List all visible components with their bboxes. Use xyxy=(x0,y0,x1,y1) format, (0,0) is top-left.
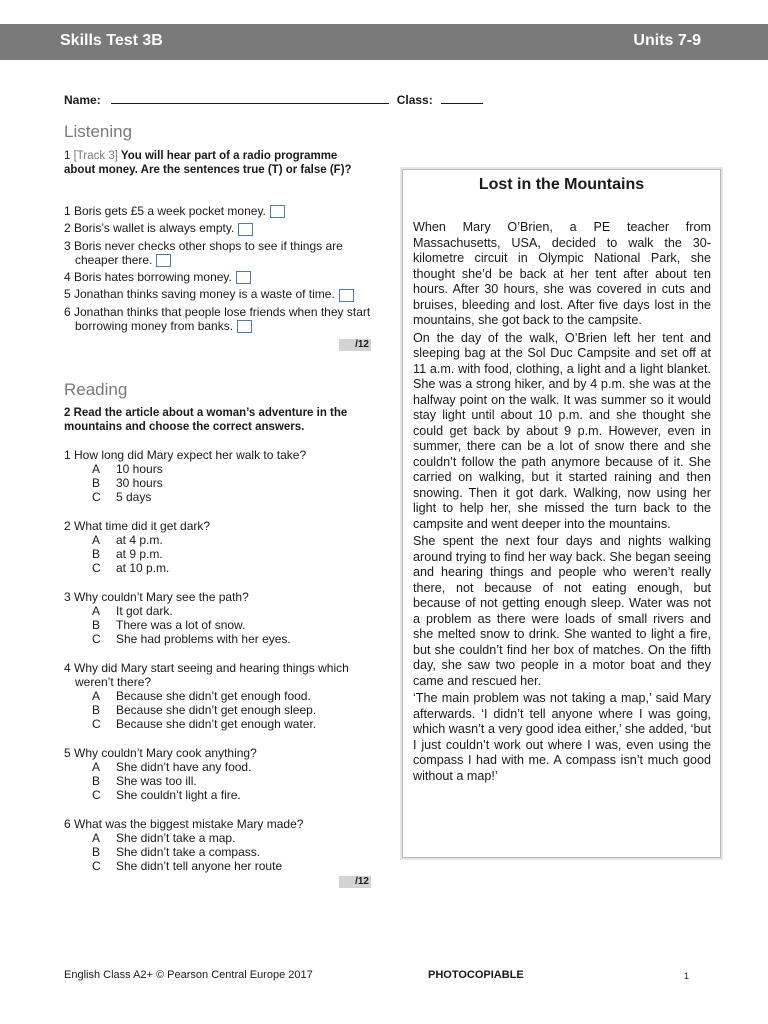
answer-box[interactable] xyxy=(237,320,252,333)
answer-option[interactable]: A She didn’t take a map. xyxy=(92,831,236,845)
answer-box[interactable] xyxy=(236,271,251,284)
list-item: 6 Jonathan thinks that people lose friends when they start borrowing money from banks. xyxy=(64,304,371,333)
article-paragraph: When Mary O’Brien, a PE teacher from Massachusetts, USA, decided to walk the 30-kilometre circuit in Olympic National Park, she thought she’d be back at her tent after about ten hours. After 30 hours, she was covered in cuts and bruises, bleeding and lost. After five days lost in the mountains, she got back to the campsite. xyxy=(413,220,711,327)
question xyxy=(64,448,384,504)
page-number: 1 xyxy=(684,971,690,981)
photocopiable-label: PHOTOCOPIABLE xyxy=(428,969,524,981)
article-box xyxy=(402,169,721,858)
answer-option[interactable]: A Because she didn’t get enough food. xyxy=(92,689,311,703)
article-title: Lost in the Mountains xyxy=(478,176,645,193)
test-title: Skills Test 3B xyxy=(60,32,163,49)
answer-option[interactable]: C She had problems with her eyes. xyxy=(92,632,291,646)
article-paragraph: ‘The main problem was not taking a map,’ said Mary afterwards. ‘I didn’t tell anyone where I was going, which wasn’t a very good idea either,’ she added, ‘but I just couldn’t work out where I was, even using the compass I had with me. A compass isn’t much good without a map!’ xyxy=(413,691,711,783)
answer-option[interactable]: B at 9 p.m. xyxy=(92,547,163,561)
answer-option[interactable]: A She didn’t have any food. xyxy=(92,760,252,774)
class-field[interactable] xyxy=(441,93,483,104)
listening-instruction xyxy=(64,149,370,177)
article-paragraph: She spent the next four days and nights walking around trying to find her way back. She began seeing and hearing things and people who weren’t really there, not because of not eating enough, but because of not getting enough sleep. Water was not a problem as there were loads of small rivers and she melted snow to drink. She wanted to light a fire, but she couldn’t find her box of matches. On the fifth day, she saw two people in a motor boat and they came and rescued her. xyxy=(413,534,711,688)
question xyxy=(64,590,384,646)
answer-option[interactable]: C 5 days xyxy=(92,490,152,504)
question xyxy=(64,746,384,802)
copyright-text: English Class A2+ © Pearson Central Europe 2017 xyxy=(64,969,313,981)
true-false-list xyxy=(64,204,384,336)
answer-option[interactable]: B Because she didn’t get enough sleep. xyxy=(92,703,317,717)
answer-option[interactable]: C She didn’t tell anyone her route xyxy=(92,859,283,873)
article-paragraph: On the day of the walk, O’Brien left her tent and sleeping bag at the Sol Duc Campsite and set off at 11 a.m. with food, clothing, a light and a light blanket. She was a strong hiker, and by 4 p.m. she was at the halfway point on the walk. It was summer so it would stay light until about 10 p.m. and she thought she could get back by about 9 p.m. However, even in summer, there can be a lot of snow there and she couldn’t follow the path anymore because of it. She carried on walking, but it started raining and then snowing. Then it got dark. Walking, now using her light to help her, she missed the turn back to the campsite and went deeper into the mountains. xyxy=(413,330,711,531)
answer-option[interactable]: B There was a lot of snow. xyxy=(92,618,246,632)
question xyxy=(64,661,384,731)
question-stem: 3 Why couldn’t Mary see the path? xyxy=(64,590,249,604)
list-item: 2 Boris’s wallet is always empty. xyxy=(64,221,384,235)
answer-option[interactable]: B She was too ill. xyxy=(92,774,197,788)
question xyxy=(64,817,384,873)
track-label: [Track 3] xyxy=(73,150,118,162)
listening-score: /12 xyxy=(339,339,371,351)
reading-score: /12 xyxy=(339,876,371,888)
units-label: Units 7-9 xyxy=(633,32,701,49)
answer-box[interactable] xyxy=(238,223,253,236)
article-body xyxy=(413,220,711,786)
answer-option[interactable]: C Because she didn’t get enough water. xyxy=(92,717,317,731)
reading-heading: Reading xyxy=(64,380,128,399)
list-item: 5 Jonathan thinks saving money is a waste of time. xyxy=(64,287,384,301)
question xyxy=(64,519,384,575)
multiple-choice-list xyxy=(64,448,384,888)
name-label: Name: xyxy=(64,93,101,107)
answer-option[interactable]: A It got dark. xyxy=(92,604,173,618)
answer-option[interactable]: A at 4 p.m. xyxy=(92,533,163,547)
listening-instruction-text: You will hear part of a radio programme about money. Are the sentences true (T) or false (F)? xyxy=(64,150,352,176)
question-stem: 1 How long did Mary expect her walk to take? xyxy=(64,448,307,462)
answer-option[interactable]: A 10 hours xyxy=(92,462,163,476)
list-item: 3 Boris never checks other shops to see if things are cheaper there. xyxy=(64,238,343,267)
list-item: 4 Boris hates borrowing money. xyxy=(64,270,384,284)
class-label: Class: xyxy=(396,93,433,107)
question-stem: 2 What time did it get dark? xyxy=(64,519,211,533)
answer-box[interactable] xyxy=(156,254,171,267)
answer-box[interactable] xyxy=(270,205,285,218)
question-stem: 6 What was the biggest mistake Mary made? xyxy=(64,817,304,831)
question-stem: 5 Why couldn’t Mary cook anything? xyxy=(64,746,257,760)
reading-instruction: 2 Read the article about a woman’s adventure in the mountains and choose the correct answers. xyxy=(64,407,348,433)
answer-option[interactable]: C at 10 p.m. xyxy=(92,561,170,575)
list-item: 1 Boris gets £5 a week pocket money. xyxy=(64,204,384,218)
question-stem: 4 Why did Mary start seeing and hearing things which weren’t there? xyxy=(64,661,349,689)
student-fields xyxy=(64,93,483,107)
answer-box[interactable] xyxy=(339,289,354,302)
listening-heading: Listening xyxy=(64,122,133,141)
name-field[interactable] xyxy=(111,93,389,104)
listening-number: 1 xyxy=(64,150,71,162)
answer-option[interactable]: B She didn’t take a compass. xyxy=(92,845,261,859)
answer-option[interactable]: B 30 hours xyxy=(92,476,163,490)
answer-option[interactable]: C She couldn’t light a fire. xyxy=(92,788,241,802)
